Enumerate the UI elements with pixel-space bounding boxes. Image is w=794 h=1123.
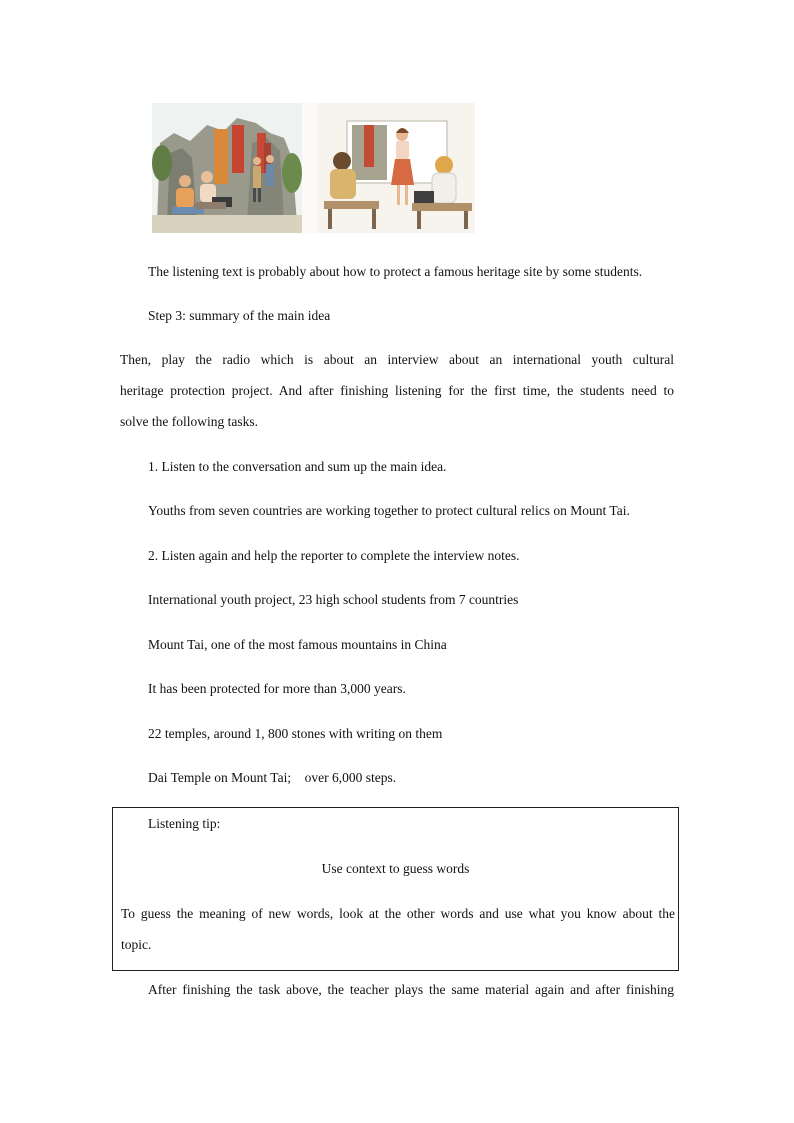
tip-body-line-2: topic. [121, 937, 152, 952]
tip-label: Listening tip: [148, 816, 221, 831]
heritage-sign-icon [214, 129, 228, 184]
intro-paragraph-line-1: Then, play the radio which is about an interview about an international youth cultural [120, 352, 674, 367]
rock-inscription-scene [152, 103, 302, 233]
listening-tip-box [112, 807, 679, 971]
lesson-illustration [152, 103, 475, 233]
intro-paragraph-line-3: solve the following tasks. [120, 414, 258, 429]
tip-body-line-1: To guess the meaning of new words, look at the other words and use what you know about the [121, 906, 675, 921]
interview-note-3: It has been protected for more than 3,000 years. [148, 681, 406, 696]
intro-paragraph-line-2: heritage protection project. And after finishing listening for the first time, the students need to [120, 383, 674, 398]
task-2: 2. Listen again and help the reporter to complete the interview notes. [148, 548, 520, 563]
classroom-scene [317, 103, 475, 233]
interview-note-4: 22 temples, around 1, 800 stones with writing on them [148, 726, 443, 741]
step3-heading: Step 3: summary of the main idea [148, 308, 331, 323]
listening-topic-text: The listening text is probably about how to protect a famous heritage site by some students. [148, 264, 643, 279]
interview-note-2: Mount Tai, one of the most famous mountains in China [148, 637, 447, 652]
interview-note-5: Dai Temple on Mount Tai; over 6,000 steps. [148, 770, 397, 785]
tip-heading: Use context to guess words [321, 861, 470, 876]
task-1: 1. Listen to the conversation and sum up the main idea. [148, 459, 447, 474]
interview-note-1: International youth project, 23 high school students from 7 countries [148, 592, 519, 607]
task-1-answer: Youths from seven countries are working together to protect cultural relics on Mount Tai. [148, 503, 630, 518]
after-task-paragraph: After finishing the task above, the teacher plays the same material again and after finishing [148, 982, 674, 997]
